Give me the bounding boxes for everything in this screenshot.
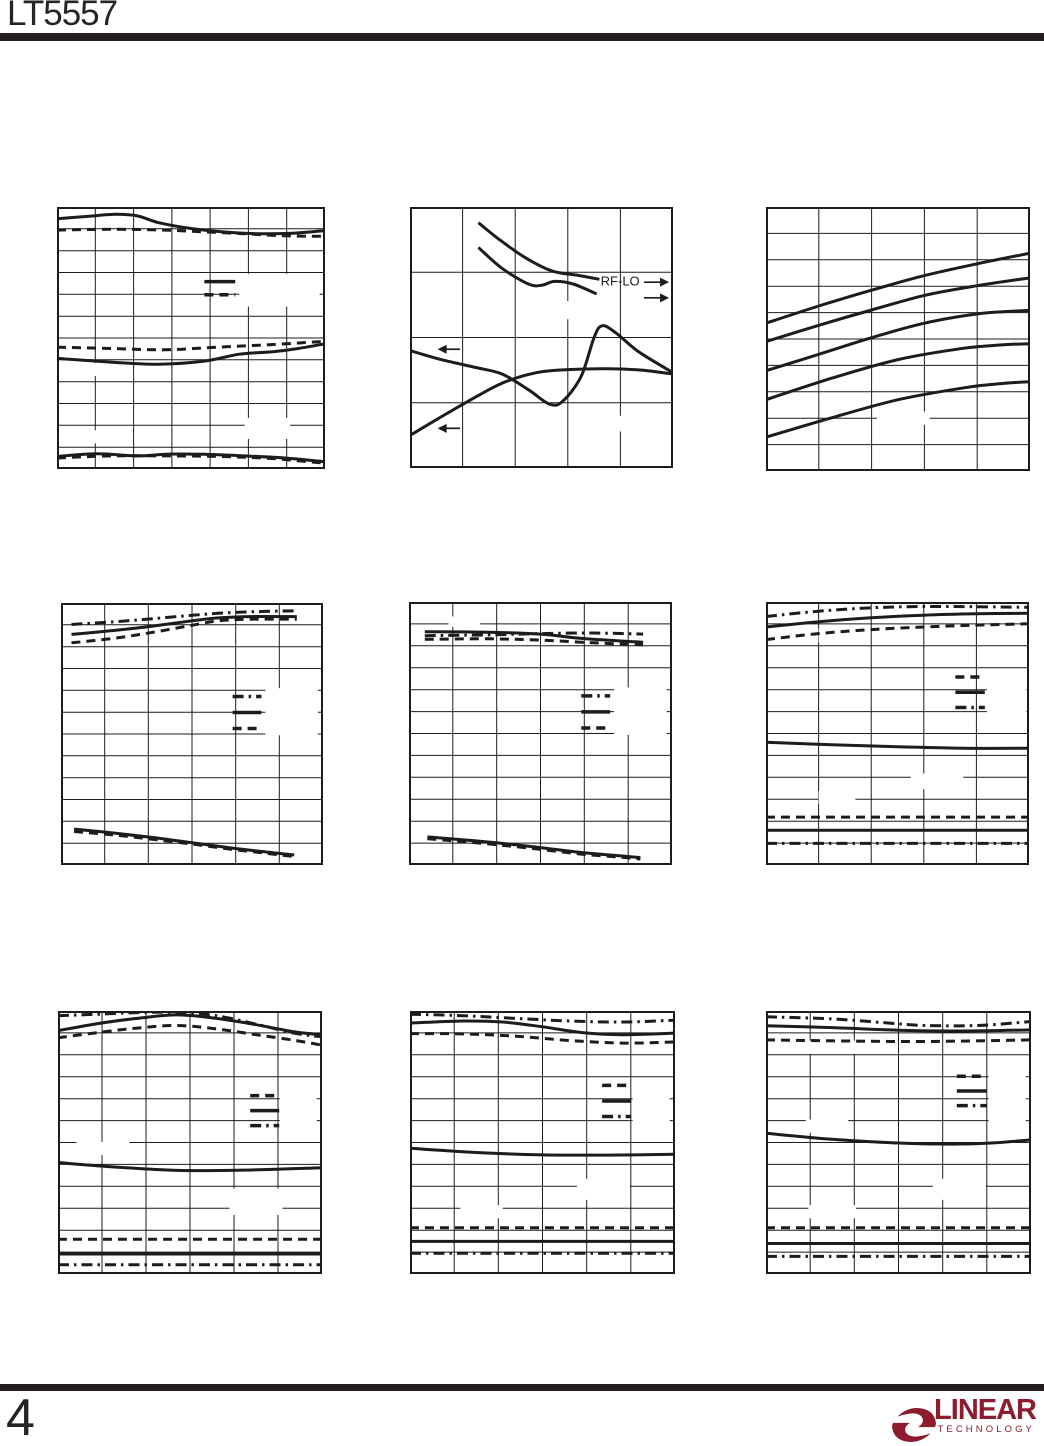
chart-canvas [409,602,672,865]
faded-label-patch [239,274,319,307]
chart-canvas [61,603,323,865]
chart-canvas [410,1011,675,1274]
footer-rule [0,1384,1044,1391]
faded-label-patch [577,1179,630,1200]
faded-label-patch [808,1041,856,1054]
page-number: 4 [6,1389,35,1446]
faded-label-patch [806,1120,848,1133]
faded-label-patch [911,773,964,789]
faded-label-patch [70,430,105,443]
faded-label-patch [614,687,667,734]
faded-label-patch [610,416,636,432]
chart-canvas [58,1011,322,1274]
chart-row1-col2 [410,207,673,468]
chart-canvas [766,207,1030,471]
chart-canvas [766,602,1029,865]
series-solid [478,248,596,294]
chart-row2-col1 [61,603,323,865]
series-solid [57,344,325,364]
faded-label-patch [557,301,583,319]
header-rule [0,33,1044,41]
series-solid [766,613,1029,627]
faded-label-patch [230,1189,283,1215]
curve-label: RF-LO [600,273,640,289]
series-dashed [427,839,640,859]
faded-label-patch [808,1205,856,1218]
series-solid [766,382,1030,437]
series-solid [478,223,599,280]
faded-label-patch [76,1142,129,1155]
faded-label-patch [280,1089,317,1142]
right-arrowhead-icon [660,278,669,287]
faded-label-patch [877,412,930,425]
faded-label-patch [987,672,1026,725]
faded-label-patch [65,363,111,376]
page-title: LT5557 [7,0,118,33]
left-arrowhead-icon [438,345,447,354]
series-solid [766,742,1029,748]
chart-canvas [57,207,325,469]
chart-row1-col3 [766,207,1030,471]
faded-label-patch [460,1205,502,1218]
series-solid [766,311,1030,371]
lt-mark-icon [887,1402,941,1446]
faded-label-patch [245,418,291,439]
chart-row3-col2 [410,1011,675,1274]
chart-row2-col3 [766,602,1029,865]
faded-label-patch [633,1080,670,1133]
left-arrowhead-icon [438,424,447,433]
faded-label-patch [989,1070,1026,1123]
faded-label-patch [933,1179,986,1200]
faded-label-patch [819,791,856,804]
logo-word-linear: LINEAR [934,1394,1036,1426]
chart-row1-col1 [57,207,325,469]
faded-label-patch [265,688,317,735]
series-dashed [57,341,325,349]
series-dashed [766,624,1029,640]
chart-canvas [410,207,673,468]
series-dashed [74,832,294,857]
linear-technology-logo [887,1396,1036,1446]
faded-label-patch [819,629,861,642]
faded-label-patch [448,616,480,627]
series-solid [57,214,325,233]
chart-row2-col2 [409,602,672,865]
chart-canvas [766,1011,1031,1274]
logo-word-technology: TECHNOLOGY [937,1424,1035,1435]
chart-row3-col1 [58,1011,322,1274]
right-arrowhead-icon [660,293,669,302]
chart-row3-col3 [766,1011,1031,1274]
